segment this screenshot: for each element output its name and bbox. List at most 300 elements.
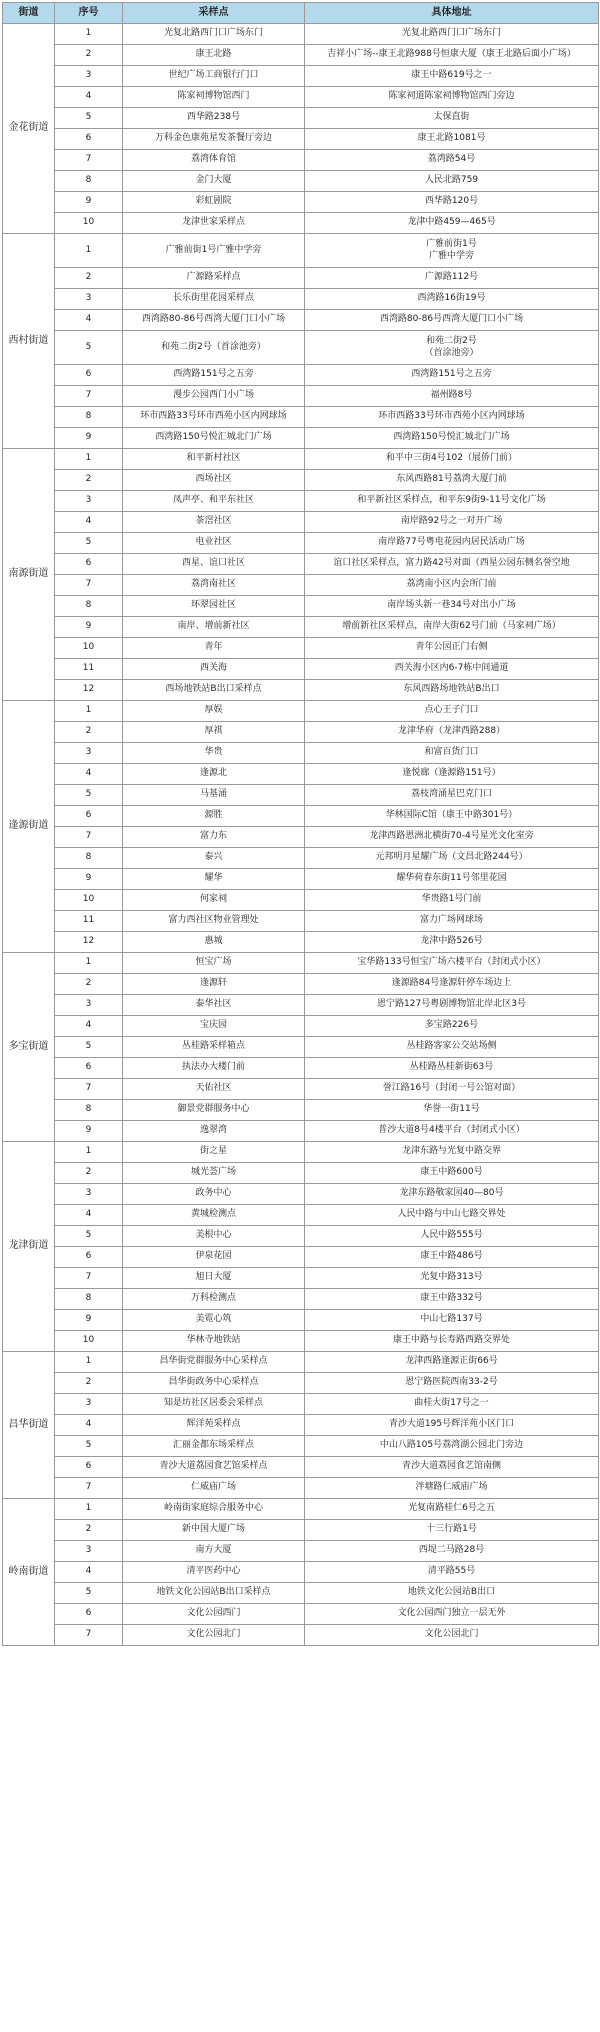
- address-cell: [305, 1478, 599, 1499]
- address-cell: [305, 129, 599, 150]
- header-number: 序号: [55, 3, 123, 24]
- sampling-point-cell: 伊泉花园: [123, 1247, 305, 1268]
- table-row: [3, 129, 599, 150]
- table-row: [3, 407, 599, 428]
- sampling-point-cell: 西湾路80-86号西湾大厦门口小广场: [123, 310, 305, 331]
- address-line: 荔枝湾涌星巴克门口: [410, 789, 492, 800]
- table-row: [3, 1499, 599, 1520]
- table-row: [3, 87, 599, 108]
- table-row: [3, 659, 599, 680]
- sampling-point-cell: 万科金色康苑星发茶餐厅旁边: [123, 129, 305, 150]
- table-row: [3, 268, 599, 289]
- table-row: [3, 1520, 599, 1541]
- sampling-point-cell: 泰华社区: [123, 995, 305, 1016]
- sampling-point-cell: 环翠园社区: [123, 596, 305, 617]
- address-cell: [305, 722, 599, 743]
- address-cell: [305, 848, 599, 869]
- table-row: [3, 213, 599, 234]
- address-cell: [305, 331, 599, 365]
- number-cell: 6: [55, 1604, 123, 1625]
- address-line: 元邦明月星耀广场（文昌北路244号）: [375, 852, 528, 863]
- number-cell: 7: [55, 1625, 123, 1646]
- address-line: 光复南路桂仁6号之五: [408, 1503, 495, 1514]
- table-row: [3, 617, 599, 638]
- address-cell: [305, 1583, 599, 1604]
- sampling-point-cell: 辉洋苑采样点: [123, 1415, 305, 1436]
- address-cell: [305, 1457, 599, 1478]
- address-line: 吉祥小广场--康王北路988号恒康大厦（康王北路后面小广场）: [327, 49, 576, 60]
- address-line: 康王北路1081号: [417, 133, 486, 144]
- address-line: 南岸路77号粤电花园内居民活动广场: [378, 537, 525, 548]
- number-cell: 10: [55, 213, 123, 234]
- sampling-point-cell: 西湾路151号之五旁: [123, 365, 305, 386]
- address-line: 康王中路486号: [420, 1251, 483, 1262]
- table-row: [3, 1037, 599, 1058]
- sampling-points-table: [2, 2, 599, 1646]
- address-line: 康王中路619号之一: [411, 70, 492, 81]
- address-line: 宝华路133号恒宝广场六楼平台（封闭式小区）: [357, 957, 546, 968]
- address-cell: [305, 638, 599, 659]
- number-cell: 5: [55, 1226, 123, 1247]
- number-cell: 3: [55, 1394, 123, 1415]
- sampling-point-cell: 马基涌: [123, 785, 305, 806]
- table-row: [3, 1268, 599, 1289]
- address-cell: [305, 192, 599, 213]
- address-cell: [305, 1310, 599, 1331]
- address-cell: [305, 974, 599, 995]
- table-row: [3, 1331, 599, 1352]
- number-cell: 4: [55, 1016, 123, 1037]
- address-cell: [305, 1016, 599, 1037]
- number-cell: 1: [55, 449, 123, 470]
- number-cell: 12: [55, 680, 123, 701]
- address-line: 广雅中学旁: [428, 250, 474, 261]
- address-line: 福州路8号: [430, 390, 473, 401]
- table-row: [3, 1163, 599, 1184]
- address-line: 华誉一街11号: [423, 1104, 480, 1115]
- sampling-point-cell: 青年: [123, 638, 305, 659]
- table-row: [3, 554, 599, 575]
- number-cell: 6: [55, 806, 123, 827]
- table-row: [3, 638, 599, 659]
- address-line: 点心王子门口: [424, 705, 479, 716]
- sampling-point-cell: 西华路238号: [123, 108, 305, 129]
- number-cell: 1: [55, 24, 123, 45]
- address-line: 青沙大道195号辉洋苑小区门口: [388, 1419, 515, 1430]
- address-line: 西堤二马路28号: [418, 1545, 485, 1556]
- address-line: 文化公园西门独立一层无外: [397, 1608, 506, 1619]
- table-row: [3, 289, 599, 310]
- address-line: 龙津西路恩洲北横街70-4号星光文化室旁: [369, 831, 534, 842]
- sampling-point-cell: 文化公园北门: [123, 1625, 305, 1646]
- number-cell: 3: [55, 995, 123, 1016]
- address-line: 和苑二街2号: [426, 336, 477, 347]
- number-cell: 11: [55, 659, 123, 680]
- header-address: 具体地址: [305, 3, 599, 24]
- number-cell: 7: [55, 386, 123, 407]
- table-row: [3, 827, 599, 848]
- number-cell: 10: [55, 1331, 123, 1352]
- sampling-point-cell: 耀华: [123, 869, 305, 890]
- number-cell: 12: [55, 932, 123, 953]
- address-line: 光复中路313号: [420, 1272, 483, 1283]
- table-row: [3, 1373, 599, 1394]
- sampling-point-cell: 仁威庙广场: [123, 1478, 305, 1499]
- address-line: 南岸路92号之一对开广场: [400, 516, 503, 527]
- address-line: 丛桂路丛桂新街63号: [409, 1062, 494, 1073]
- sampling-point-cell: 电业社区: [123, 533, 305, 554]
- address-cell: [305, 150, 599, 171]
- sampling-point-cell: 旭日大厦: [123, 1268, 305, 1289]
- number-cell: 7: [55, 150, 123, 171]
- table-row: [3, 1100, 599, 1121]
- sampling-point-cell: 和平新村社区: [123, 449, 305, 470]
- address-line: 青年公园正门右侧: [415, 642, 488, 653]
- table-row: [3, 995, 599, 1016]
- table-body: [3, 24, 599, 1646]
- address-cell: [305, 1394, 599, 1415]
- address-cell: [305, 743, 599, 764]
- sampling-point-cell: 凤声亭、和平东社区: [123, 491, 305, 512]
- table-row: [3, 1352, 599, 1373]
- table-row: [3, 1604, 599, 1625]
- address-cell: [305, 24, 599, 45]
- number-cell: 6: [55, 365, 123, 386]
- table-row: [3, 365, 599, 386]
- address-line: （首涂池旁）: [424, 347, 479, 358]
- address-cell: [305, 470, 599, 491]
- address-line: 西湾路80-86号西湾大厦门口小广场: [379, 314, 524, 325]
- table-row: [3, 108, 599, 129]
- number-cell: 8: [55, 171, 123, 192]
- address-cell: [305, 1247, 599, 1268]
- address-line: 人民北路759: [424, 175, 479, 186]
- sampling-point-cell: 美根中心: [123, 1226, 305, 1247]
- address-line: 南岸场头新一巷34号对出小广场: [387, 600, 516, 611]
- sampling-point-cell: 西湾路150号悦汇城北门广场: [123, 428, 305, 449]
- address-line: 多宝路226号: [424, 1020, 479, 1031]
- address-cell: [305, 171, 599, 192]
- sampling-point-cell: 万科检测点: [123, 1289, 305, 1310]
- address-cell: [305, 533, 599, 554]
- number-cell: 3: [55, 66, 123, 87]
- table-row: [3, 331, 599, 365]
- table-row: [3, 1583, 599, 1604]
- sampling-point-cell: 惠城: [123, 932, 305, 953]
- number-cell: 10: [55, 890, 123, 911]
- address-line: 恩宁路127号粤剧博物馆北岸北区3号: [377, 999, 526, 1010]
- address-line: 广雅前街1号: [426, 239, 477, 250]
- address-line: 东风西路场地铁站B出口: [403, 684, 500, 695]
- sampling-point-cell: 昌华街政务中心采样点: [123, 1373, 305, 1394]
- address-cell: [305, 806, 599, 827]
- sampling-point-cell: 天佑社区: [123, 1079, 305, 1100]
- address-cell: [305, 596, 599, 617]
- number-cell: 4: [55, 1415, 123, 1436]
- sampling-point-cell: 广源路采样点: [123, 268, 305, 289]
- address-line: 普沙大道8号4楼平台（封闭式小区）: [378, 1125, 525, 1136]
- number-cell: 1: [55, 1499, 123, 1520]
- table-row: [3, 1226, 599, 1247]
- table-row: [3, 869, 599, 890]
- number-cell: 1: [55, 953, 123, 974]
- number-cell: 1: [55, 234, 123, 268]
- address-cell: [305, 1037, 599, 1058]
- address-cell: [305, 1100, 599, 1121]
- address-cell: [305, 785, 599, 806]
- address-line: 康王中路332号: [420, 1293, 483, 1304]
- number-cell: 5: [55, 1037, 123, 1058]
- number-cell: 2: [55, 470, 123, 491]
- table-row: [3, 890, 599, 911]
- address-cell: [305, 1415, 599, 1436]
- address-line: 青沙大道荔园食艺馆南侧: [401, 1461, 501, 1472]
- sampling-point-cell: 环市西路33号环市西苑小区内网球场: [123, 407, 305, 428]
- number-cell: 4: [55, 1205, 123, 1226]
- sampling-point-cell: 文化公园西门: [123, 1604, 305, 1625]
- number-cell: 8: [55, 1100, 123, 1121]
- address-line: 龙津中路459—465号: [407, 217, 496, 228]
- address-line: 十三行路1号: [426, 1524, 477, 1535]
- address-line: 龙津中路526号: [420, 936, 483, 947]
- address-cell: [305, 449, 599, 470]
- number-cell: 11: [55, 911, 123, 932]
- address-cell: [305, 554, 599, 575]
- table-row: [3, 974, 599, 995]
- address-line: 西华路120号: [424, 196, 479, 207]
- address-cell: [305, 911, 599, 932]
- number-cell: 6: [55, 1247, 123, 1268]
- address-cell: [305, 87, 599, 108]
- table-row: [3, 1478, 599, 1499]
- number-cell: 9: [55, 1121, 123, 1142]
- table-row: [3, 1457, 599, 1478]
- table-row: [3, 45, 599, 66]
- number-cell: 8: [55, 848, 123, 869]
- address-cell: [305, 491, 599, 512]
- address-line: 荔湾南小区内会所门前: [406, 579, 497, 590]
- address-cell: [305, 701, 599, 722]
- number-cell: 1: [55, 1352, 123, 1373]
- address-cell: [305, 1289, 599, 1310]
- address-line: 清平路55号: [427, 1566, 476, 1577]
- address-cell: [305, 234, 599, 268]
- sampling-point-cell: 美霓心筑: [123, 1310, 305, 1331]
- table-row: [3, 596, 599, 617]
- address-line: 耀华荷春东街11号邻里花园: [396, 873, 507, 884]
- table-row: [3, 533, 599, 554]
- table-row: [3, 806, 599, 827]
- table-row: [3, 743, 599, 764]
- table-row: [3, 1142, 599, 1163]
- table-row: [3, 680, 599, 701]
- address-line: 丛桂路客家公交站场侧: [406, 1041, 497, 1052]
- number-cell: 2: [55, 722, 123, 743]
- address-cell: [305, 1499, 599, 1520]
- sampling-point-cell: 和苑二街2号（首涂池旁）: [123, 331, 305, 365]
- sampling-point-cell: 何家祠: [123, 890, 305, 911]
- table-row: [3, 192, 599, 213]
- number-cell: 6: [55, 1058, 123, 1079]
- number-cell: 8: [55, 1289, 123, 1310]
- number-cell: 3: [55, 1541, 123, 1562]
- sampling-point-cell: 富力东: [123, 827, 305, 848]
- table-row: [3, 1016, 599, 1037]
- number-cell: 2: [55, 1373, 123, 1394]
- address-cell: [305, 1625, 599, 1646]
- number-cell: 2: [55, 1163, 123, 1184]
- sampling-point-cell: 西场社区: [123, 470, 305, 491]
- address-cell: [305, 1121, 599, 1142]
- address-line: 中山七路137号: [420, 1314, 483, 1325]
- address-line: 东风西路81号荔湾大厦门前: [396, 474, 507, 485]
- sampling-point-cell: 康王北路: [123, 45, 305, 66]
- address-cell: [305, 953, 599, 974]
- table-row: [3, 848, 599, 869]
- address-line: 逢悦廊（逢源路151号）: [402, 768, 501, 779]
- number-cell: 9: [55, 1310, 123, 1331]
- address-line: 西湾路16街19号: [417, 293, 486, 304]
- header-sampling-point: 采样点: [123, 3, 305, 24]
- sampling-point-cell: 地铁文化公园站B出口采样点: [123, 1583, 305, 1604]
- number-cell: 6: [55, 554, 123, 575]
- address-cell: [305, 310, 599, 331]
- address-line: 康王中路与长寿路西路交界处: [392, 1335, 510, 1346]
- sampling-point-cell: 昌华街党群服务中心采样点: [123, 1352, 305, 1373]
- number-cell: 4: [55, 512, 123, 533]
- address-cell: [305, 680, 599, 701]
- table-row: [3, 1415, 599, 1436]
- address-line: 环市西路33号环市西苑小区内网球场: [378, 411, 525, 422]
- table-row: [3, 1205, 599, 1226]
- address-line: 太保直街: [433, 112, 470, 123]
- table-row: [3, 764, 599, 785]
- header-street: 街道: [3, 3, 55, 24]
- address-line: 龙津东路敬家园40—80号: [399, 1188, 504, 1199]
- sampling-point-cell: 漫步公园西门小广场: [123, 386, 305, 407]
- table-row: [3, 1079, 599, 1100]
- address-cell: [305, 1541, 599, 1562]
- address-cell: [305, 365, 599, 386]
- sampling-point-cell: 厚祺: [123, 722, 305, 743]
- number-cell: 9: [55, 428, 123, 449]
- address-line: 龙津华府（龙津西路288）: [397, 726, 506, 737]
- sampling-point-cell: 逢源北: [123, 764, 305, 785]
- address-line: 和平新社区采样点，和平东9街9-11号文化广场: [357, 495, 546, 506]
- address-line: 西湾路151号之五旁: [411, 369, 492, 380]
- sampling-point-cell: 恒宝广场: [123, 953, 305, 974]
- table-row: [3, 911, 599, 932]
- address-line: 陈家祠道陈家祠博物馆西门旁边: [388, 91, 515, 102]
- address-cell: [305, 1205, 599, 1226]
- sampling-point-cell: 丛桂路采样箱点: [123, 1037, 305, 1058]
- number-cell: 5: [55, 785, 123, 806]
- table-row: [3, 701, 599, 722]
- sampling-point-cell: 青沙大道荔园食艺馆采样点: [123, 1457, 305, 1478]
- number-cell: 9: [55, 192, 123, 213]
- sampling-point-cell: 岭南街家庭综合服务中心: [123, 1499, 305, 1520]
- table-row: [3, 24, 599, 45]
- address-cell: [305, 1079, 599, 1100]
- street-cell: 多宝街道: [3, 953, 55, 1142]
- sampling-point-cell: 厚娱: [123, 701, 305, 722]
- sampling-point-cell: 南方大厦: [123, 1541, 305, 1562]
- sampling-point-cell: 荔湾南社区: [123, 575, 305, 596]
- sampling-point-cell: 长乐街里花园采样点: [123, 289, 305, 310]
- sampling-point-cell: 逸翠湾: [123, 1121, 305, 1142]
- number-cell: 5: [55, 108, 123, 129]
- address-line: 和平中三街4号102（展侨门前）: [386, 453, 517, 464]
- sampling-point-cell: 黄城检测点: [123, 1205, 305, 1226]
- address-line: 广源路112号: [424, 272, 479, 283]
- address-line: 西关海小区内6-7栋中间通道: [394, 663, 509, 674]
- address-cell: [305, 827, 599, 848]
- sampling-point-cell: 宝庆园: [123, 1016, 305, 1037]
- street-cell: 南源街道: [3, 449, 55, 701]
- number-cell: 2: [55, 45, 123, 66]
- sampling-point-cell: 城光荟广场: [123, 1163, 305, 1184]
- number-cell: 7: [55, 1268, 123, 1289]
- table-row: [3, 1436, 599, 1457]
- street-cell: 龙津街道: [3, 1142, 55, 1352]
- table-row: [3, 449, 599, 470]
- street-cell: 西村街道: [3, 234, 55, 449]
- address-line: 华贵路1号门前: [421, 894, 482, 905]
- number-cell: 1: [55, 701, 123, 722]
- address-cell: [305, 1520, 599, 1541]
- number-cell: 3: [55, 491, 123, 512]
- table-row: [3, 1121, 599, 1142]
- address-line: 泮塘路仁威庙广场: [415, 1482, 488, 1493]
- address-cell: [305, 890, 599, 911]
- street-cell: 逢源街道: [3, 701, 55, 953]
- number-cell: 5: [55, 1583, 123, 1604]
- address-cell: [305, 407, 599, 428]
- sampling-point-cell: 新中国大厦广场: [123, 1520, 305, 1541]
- table-row: [3, 575, 599, 596]
- number-cell: 5: [55, 331, 123, 365]
- address-line: 逢源路84号逢源轩停车场边上: [391, 978, 512, 989]
- table-row: [3, 722, 599, 743]
- sampling-point-cell: 执法办大楼门前: [123, 1058, 305, 1079]
- table-row: [3, 953, 599, 974]
- address-cell: [305, 995, 599, 1016]
- sampling-point-cell: 逢源轩: [123, 974, 305, 995]
- street-cell: 金花街道: [3, 24, 55, 234]
- address-cell: [305, 386, 599, 407]
- number-cell: 4: [55, 310, 123, 331]
- sampling-point-cell: 泰兴: [123, 848, 305, 869]
- street-cell: 昌华街道: [3, 1352, 55, 1499]
- sampling-point-cell: 华贵: [123, 743, 305, 764]
- table-row: [3, 1625, 599, 1646]
- sampling-point-cell: 陈家祠博物馆西门: [123, 87, 305, 108]
- sampling-point-cell: 龙津世家采样点: [123, 213, 305, 234]
- address-line: 曲桂大街17号之一: [414, 1398, 489, 1409]
- address-cell: [305, 617, 599, 638]
- table-row: [3, 1184, 599, 1205]
- address-cell: [305, 1436, 599, 1457]
- table-row: [3, 150, 599, 171]
- address-cell: [305, 764, 599, 785]
- number-cell: 3: [55, 1184, 123, 1205]
- address-line: 谊口社区采样点，富力路42号对面（西星公园东侧名誉空地: [333, 558, 570, 569]
- table-row: [3, 171, 599, 192]
- address-cell: [305, 66, 599, 87]
- sampling-point-cell: 广雅前街1号广雅中学旁: [123, 234, 305, 268]
- address-cell: [305, 1184, 599, 1205]
- number-cell: 4: [55, 1562, 123, 1583]
